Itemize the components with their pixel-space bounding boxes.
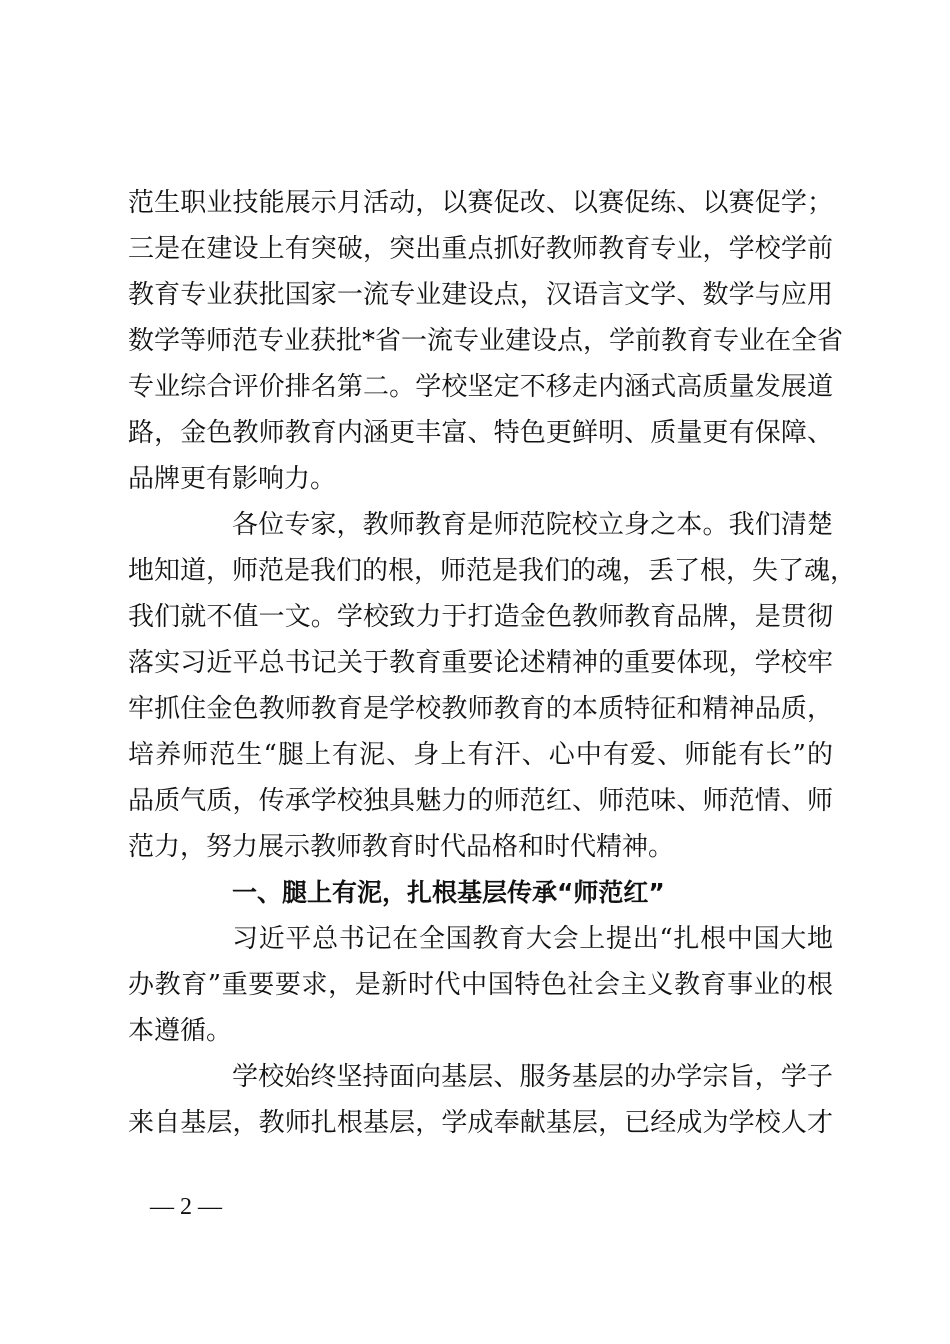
body-text-line: 品牌更有影响力。 bbox=[128, 464, 337, 494]
body-text-line: 范生职业技能展示月活动，以赛促改、以赛促练、以赛促学； bbox=[128, 188, 833, 218]
body-text-line: 三是在建设上有突破，突出重点抓好教师教育专业，学校学前 bbox=[128, 234, 833, 264]
body-text-line: 专业综合评价排名第二。学校坚定不移走内涵式高质量发展道 bbox=[128, 372, 833, 402]
body-text-line: 教育专业获批国家一流专业建设点，汉语言文学、数学与应用 bbox=[128, 280, 833, 310]
body-text-line: 我们就不值一文。学校致力于打造金色教师教育品牌，是贯彻 bbox=[128, 602, 833, 632]
body-text-line: 本遵循。 bbox=[128, 1016, 233, 1046]
body-text-line: 范力，努力展示教师教育时代品格和时代精神。 bbox=[128, 832, 675, 862]
body-text-line: 落实习近平总书记关于教育重要论述精神的重要体现，学校牢 bbox=[128, 648, 833, 678]
body-text-line: 牢抓住金色教师教育是学校教师教育的本质特征和精神品质， bbox=[128, 694, 833, 724]
paragraph-first-line: 习近平总书记在全国教育大会上提出“扎根中国大地 bbox=[232, 924, 833, 954]
body-text-line: 数学等师范专业获批*省一流专业建设点，学前教育专业在全省 bbox=[128, 326, 844, 356]
section-heading: 一、腿上有泥，扎根基层传承“师范红” bbox=[232, 878, 665, 907]
body-text-line: 办教育”重要要求，是新时代中国特色社会主义教育事业的根 bbox=[128, 970, 833, 1000]
page-number: — 2 — bbox=[150, 1194, 222, 1220]
body-text-line: 路，金色教师教育内涵更丰富、特色更鲜明、质量更有保障、 bbox=[128, 418, 833, 448]
body-text-line: 品质气质，传承学校独具魅力的师范红、师范味、师范情、师 bbox=[128, 786, 833, 816]
paragraph-first-line: 各位专家，教师教育是师范院校立身之本。我们清楚 bbox=[232, 510, 833, 540]
body-text-line: 来自基层，教师扎根基层，学成奉献基层，已经成为学校人才 bbox=[128, 1108, 833, 1138]
body-text-line: 地知道，师范是我们的根，师范是我们的魂，丢了根，失了魂， bbox=[128, 556, 857, 586]
paragraph-first-line: 学校始终坚持面向基层、服务基层的办学宗旨，学子 bbox=[232, 1062, 833, 1092]
body-text-line: 培养师范生“腿上有泥、身上有汗、心中有爱、师能有长”的 bbox=[128, 740, 833, 770]
